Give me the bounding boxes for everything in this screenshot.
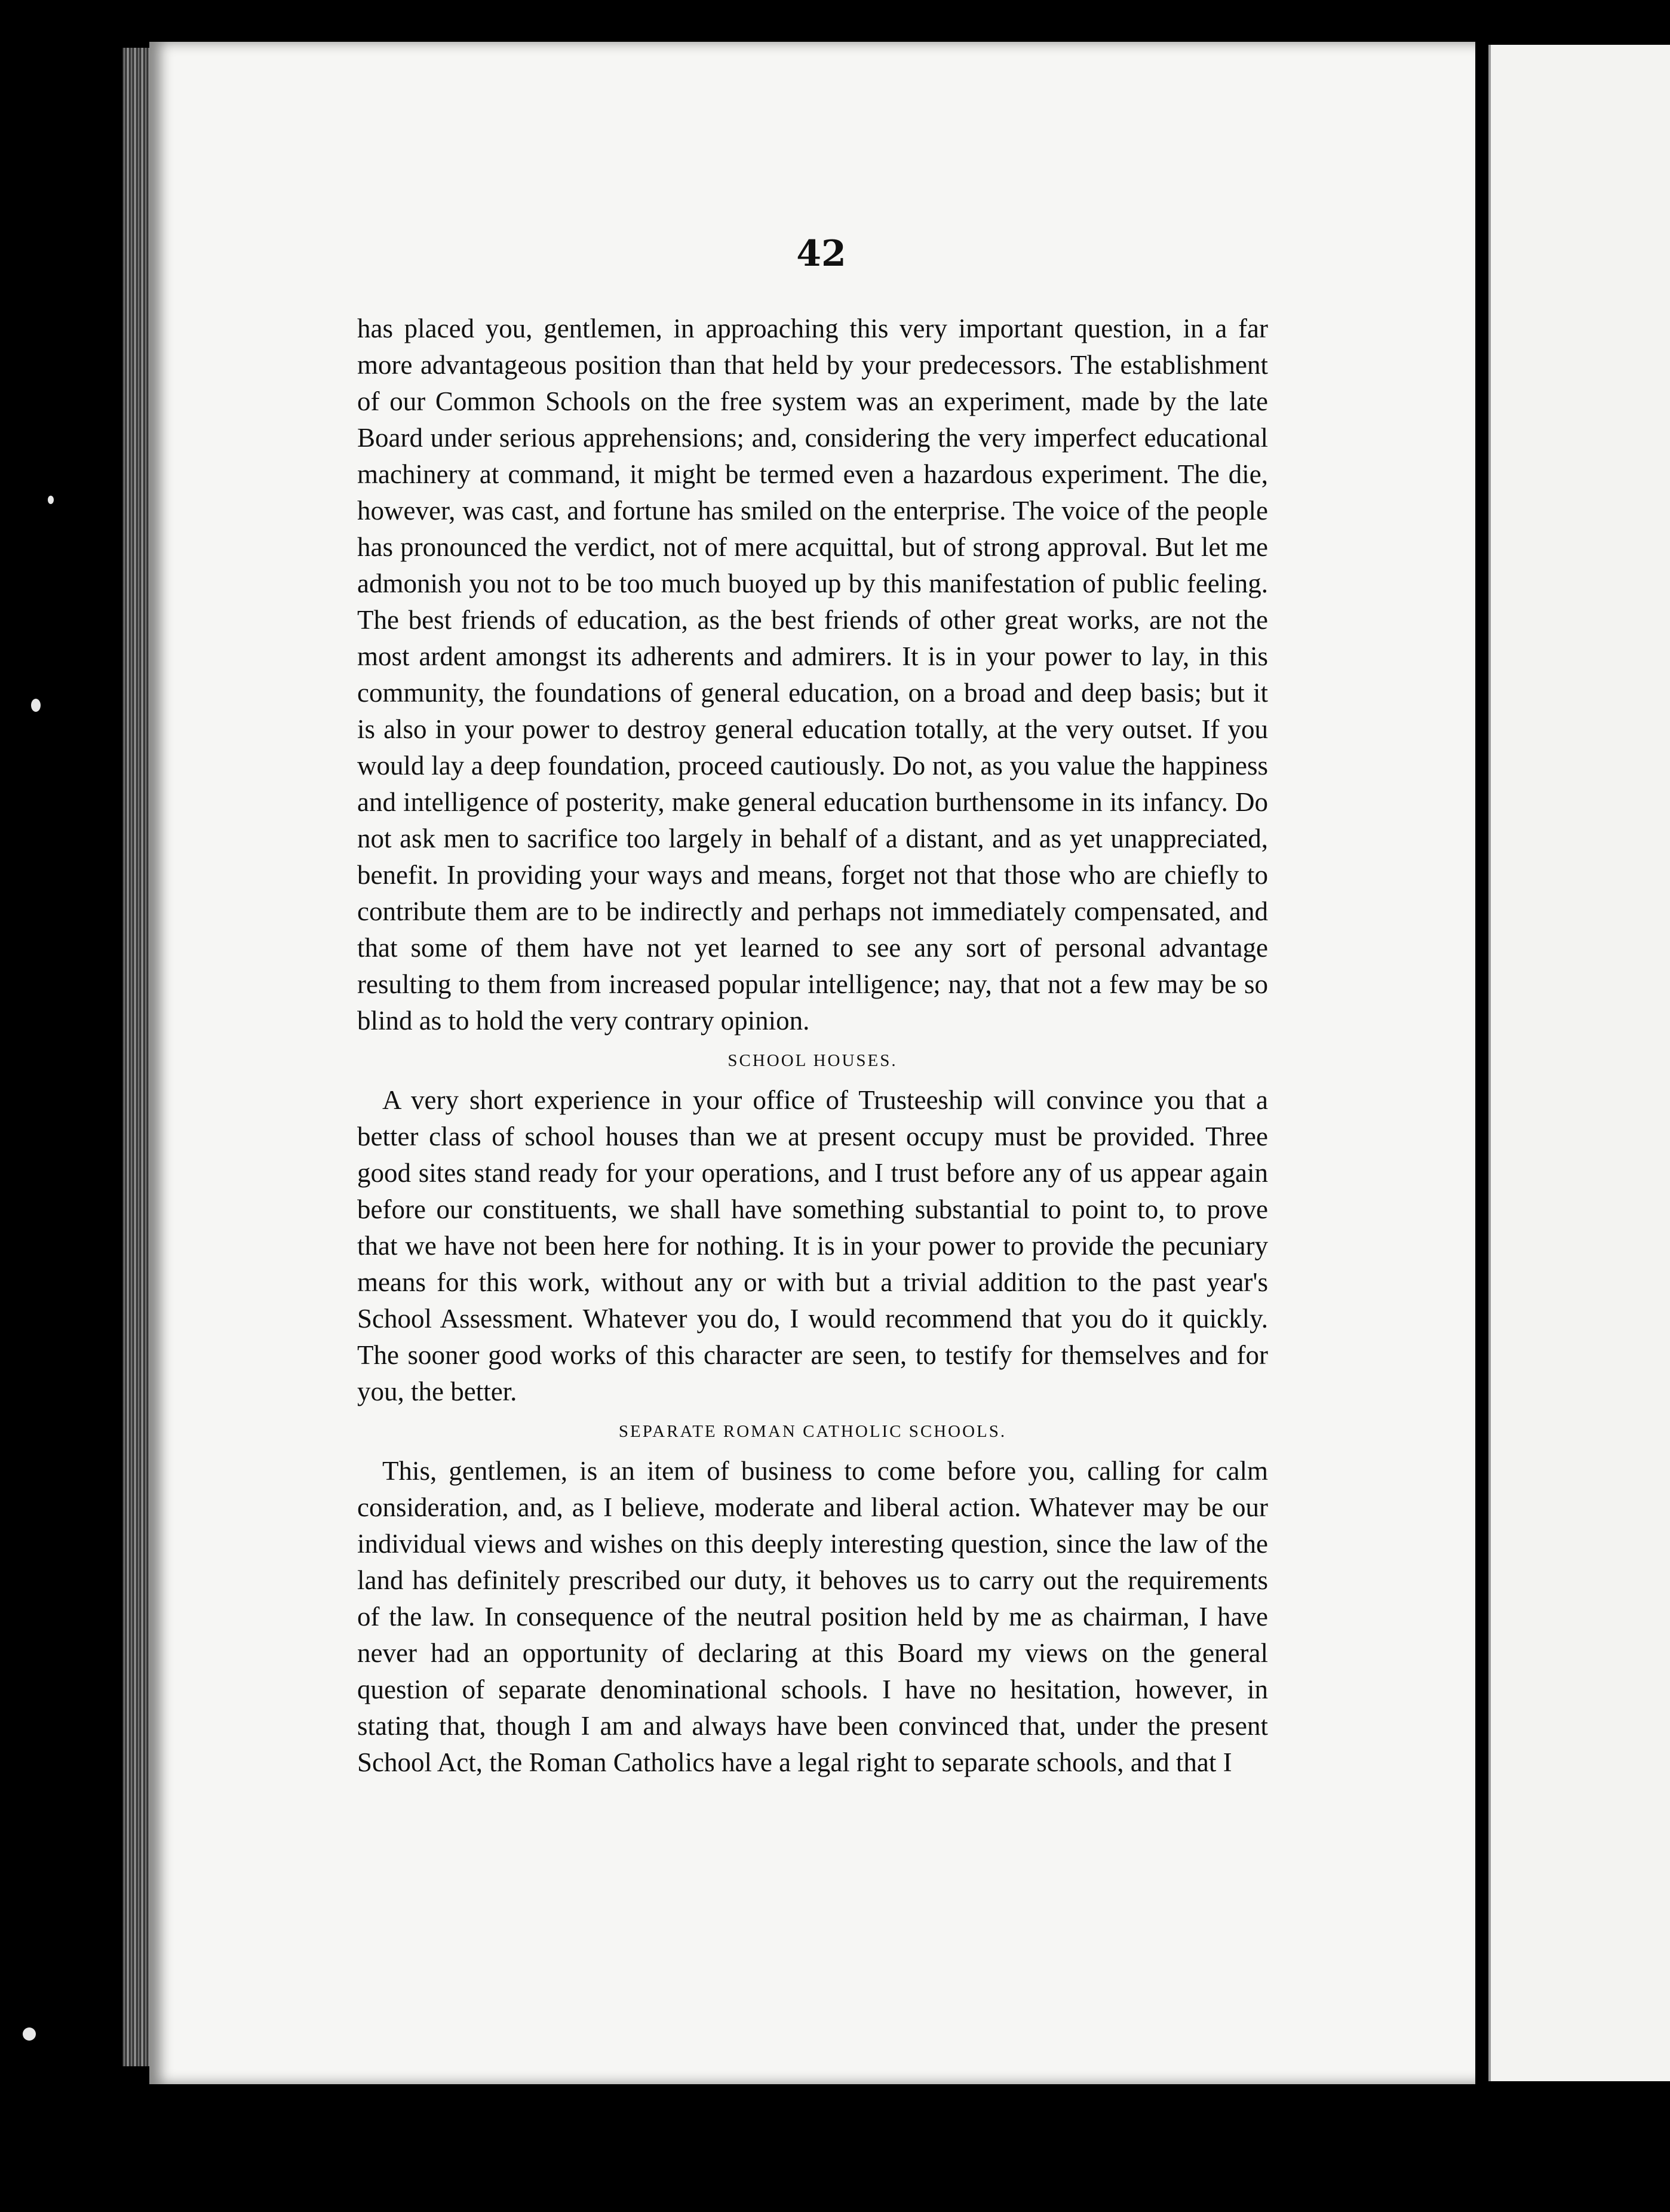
- book-spine-edge: [122, 48, 152, 2066]
- paragraph-school-houses: A very short experience in your office of Trusteeship will convince you that a better class of school houses than we at present occupy must be provided. Three good sites stand ready for your operations, and I trust before any of us appear again before our constituents, we shall have something substantial to point to, to prove that we have not been here for nothing. It is in your power to provide the pecuniary means for this work, without any or with but a trivial addition to the past year's School Assessment. Whatever you do, I would recommend that you do it quickly. The sooner good works of this character are seen, to testify for themselves and for you, the better.: [357, 1085, 1268, 1406]
- section-heading-separate-schools: SEPARATE ROMAN CATHOLIC SCHOOLS.: [618, 1422, 1007, 1441]
- scan-speck: [31, 699, 41, 712]
- section-heading-school-houses: SCHOOL HOUSES.: [727, 1051, 898, 1070]
- paragraph-continuation: has placed you, gentlemen, in approaching this very important question, in a far more advantageous position than that held by your predecessors. The establishment of our Common Schools on the free system was an experiment, made by the late Board under serious apprehensions; and, considering the very imperfect educational machinery at command, it might be termed even a hazardous experiment. The die, however, was cast, and fortune has smiled on the enterprise. The voice of the people has pronounced the verdict, not of mere acquittal, but of strong approval. But let me admonish you not to be too much buoyed up by this manifestation of public feeling. The best friends of education, as the best friends of other great works, are not the most ardent amongst its adherents and admirers. It is in your power to lay, in this community, the foundations of general education, on a broad and deep basis; but it is also in your power to destroy general education totally, at the very outset. If you would lay a deep foundation, proceed cautiously. Do not, as you value the happiness and intelligence of posterity, make general education burthensome in its infancy. Do not ask men to sacrifice too largely in behalf of a distant, and as yet unappreciated, benefit. In providing your ways and means, forget not that those who are chiefly to contribute them are to be indirectly and perhaps not immediately compensated, and that some of them have not yet learned to see any sort of personal advantage resulting to them from increased popular intelligence; nay, that not a few may be so blind as to hold the very contrary opinion.: [357, 314, 1268, 1036]
- scan-speck: [48, 496, 54, 504]
- body-text: [357, 311, 1268, 1781]
- page-number: 42: [796, 233, 846, 275]
- facing-page-edge: [1488, 45, 1670, 2081]
- scan-speck: [23, 2027, 36, 2041]
- paragraph-separate-schools: This, gentlemen, is an item of business to come before you, calling for calm consideration, and, as I believe, moderate and liberal action. Whatever may be our individual views and wishes on this deeply interesting question, since the law of the land has definitely prescribed our duty, it behoves us to carry out the requirements of the law. In consequence of the neutral position held by me as chairman, I have never had an opportunity of declaring at this Board my views on the general question of separate denominational schools. I have no hesitation, however, in stating that, though I am and always have been convinced that, under the present School Act, the Roman Catholics have a legal right to separate schools, and that I: [357, 1456, 1268, 1777]
